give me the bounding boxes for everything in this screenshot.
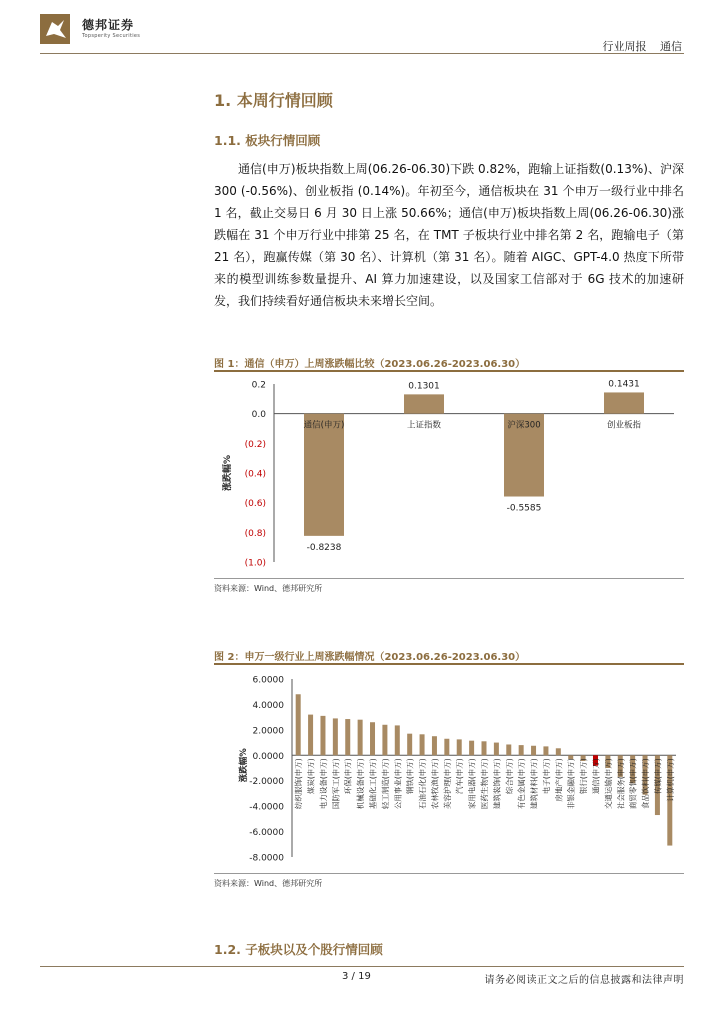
chart2-bar xyxy=(395,725,400,755)
chart2-bar xyxy=(543,746,548,755)
chart2-y-tick-label: -2.0000 xyxy=(249,777,284,788)
chart1-bar xyxy=(304,414,344,536)
report-type: 行业周报 xyxy=(602,40,647,53)
chart2-category-label: 家用电器(申万) xyxy=(467,758,477,810)
body-paragraph xyxy=(214,158,684,312)
figure1-bottom-rule xyxy=(214,578,684,579)
chart2 xyxy=(214,665,684,873)
chart2-category-label: 公用事业(申万) xyxy=(393,758,403,810)
chart2-category-label: 建筑装饰(申万) xyxy=(492,758,502,810)
chart2-category-label: 交通运输(申万) xyxy=(603,758,613,810)
page-number: 3 / 19 xyxy=(342,971,371,982)
chart2-bar xyxy=(296,694,301,755)
chart1-category-label: 通信(申万) xyxy=(303,420,345,431)
chart1-y-tick-label: (1.0) xyxy=(244,558,266,569)
chart1-data-label: -0.5585 xyxy=(506,503,542,514)
chart2-category-label: 汽车(申万) xyxy=(455,758,465,795)
chart1-y-axis-label: 涨跌幅% xyxy=(223,454,233,492)
chart1-y-tick-label: (0.4) xyxy=(244,469,266,480)
figure2-bottom-rule xyxy=(214,873,684,874)
section-title: 1. 本周行情回顾 xyxy=(214,91,333,110)
figure1-caption: 图 1：通信（申万）上周涨跌幅比较（2023.06.26-2023.06.30） xyxy=(214,359,526,370)
chart2-category-label: 电力设备(申万) xyxy=(318,758,328,810)
chart2-y-axis-label: 涨跌幅% xyxy=(239,748,249,783)
chart1-y-tick-label: 0.2 xyxy=(251,380,266,391)
chart2-category-label: 食品饮料(申万) xyxy=(641,758,651,810)
chart2-category-label: 房地产(申万) xyxy=(554,758,564,802)
chart2-category-label: 环保(申万) xyxy=(343,758,353,795)
chart2-bar xyxy=(333,718,338,755)
company-name: 德邦证券 xyxy=(82,18,135,32)
chart2-category-label: 纺织服饰(申万) xyxy=(294,758,304,810)
chart1-category-label: 创业板指 xyxy=(606,420,642,431)
chart2-bar xyxy=(407,734,412,756)
chart1-y-tick-label: (0.6) xyxy=(244,499,266,510)
chart2-bar xyxy=(320,716,325,755)
chart2-category-label: 非银金融(申万) xyxy=(566,758,576,810)
chart2-category-label: 美容护理(申万) xyxy=(442,758,452,810)
chart2-bar xyxy=(506,744,511,755)
subsection-title-2: 1.2. 子板块以及个股行情回顾 xyxy=(214,942,383,957)
chart2-y-tick-label: -6.0000 xyxy=(249,828,284,839)
chart2-category-label: 传媒(申万) xyxy=(653,758,663,795)
chart2-category-label: 钢铁(申万) xyxy=(405,758,415,795)
chart2-bar xyxy=(345,719,350,755)
chart1-bar xyxy=(404,394,444,413)
chart2-y-tick-label: -8.0000 xyxy=(249,853,284,864)
figure2-caption: 图 2：申万一级行业上周涨跌幅情况（2023.06.26-2023.06.30） xyxy=(214,652,526,663)
figure2-source: 资料来源：Wind、德邦研究所 xyxy=(214,879,323,888)
chart2-category-label: 商贸零售(申万) xyxy=(628,758,638,810)
chart1-category-label: 沪深300 xyxy=(507,420,541,431)
company-logo-icon xyxy=(40,14,70,44)
chart2-category-label: 计算机(申万) xyxy=(665,758,675,802)
chart2-category-label: 综合(申万) xyxy=(504,758,514,795)
chart2-category-label: 煤炭(申万) xyxy=(306,758,316,795)
industry-name: 通信 xyxy=(660,40,682,53)
chart2-category-label: 机械设备(申万) xyxy=(356,758,366,810)
chart2-bar xyxy=(494,743,499,756)
chart2-category-label: 建筑材料(申万) xyxy=(529,758,539,810)
report-category xyxy=(593,38,683,54)
chart2-category-label: 电子(申万) xyxy=(541,758,551,795)
chart2-bar xyxy=(432,736,437,755)
chart2-category-label: 农林牧渔(申万) xyxy=(430,758,440,810)
chart2-y-tick-label: 6.0000 xyxy=(252,675,284,686)
chart2-category-label: 国防军工(申万) xyxy=(331,758,341,810)
chart2-category-label: 有色金属(申万) xyxy=(517,758,527,810)
company-name-en: Topsperity Securities xyxy=(82,33,141,39)
paragraph-text: 通信(申万)板块指数上周(06.26-06.30)下跌 0.82%，跑输上证指数(0.13%)、沪深 300 (-0.56%)、创业板指 (0.14%)。年初至今，通信板块在 31 个申万一级行业中排名 1 名，截止交易日 6 月 30 日上涨 50.66%；通信(申万)板块指数上周(06.26-06.30)涨跌幅在 31 个申万行业中排第 25 名，在 TMT 子板块行业中排名第 2 名，跑输电子（第 21 名），跑赢传媒（第 30 名）、计算机（第 31 名）。随着 AIGC、GPT-4.0 热度下所带来的模型训练参数量提升、AI 算力加速建设，以及国家工信部对于 6G 技术的加速研发，我们持续看好通信板块未来增长空间。 xyxy=(214,162,684,308)
footer-disclaimer: 请务必阅读正文之后的信息披露和法律声明 xyxy=(484,975,684,986)
chart1-y-tick-label: (0.8) xyxy=(244,528,266,539)
subsection-title-1: 1.1. 板块行情回顾 xyxy=(214,133,321,148)
chart2-bar xyxy=(382,725,387,756)
chart2-category-label: 银行(申万) xyxy=(579,758,589,795)
chart1-data-label: 0.1301 xyxy=(408,381,440,392)
chart2-y-tick-label: 4.0000 xyxy=(252,700,284,711)
chart2-bar xyxy=(556,748,561,755)
chart1-category-label: 上证指数 xyxy=(406,420,442,431)
chart2-category-label: 医药生物(申万) xyxy=(480,758,489,810)
chart2-y-tick-label: -4.0000 xyxy=(249,802,284,813)
chart1 xyxy=(214,372,684,578)
chart2-bar xyxy=(370,722,375,755)
chart2-category-label: 轻工制造(申万) xyxy=(380,758,390,810)
chart1-y-tick-label: 0.0 xyxy=(251,410,266,421)
footer-divider xyxy=(40,966,684,967)
chart2-bar xyxy=(420,734,425,755)
chart2-bar xyxy=(531,746,536,756)
chart1-data-label: -0.8238 xyxy=(306,542,342,553)
chart2-bar xyxy=(308,715,313,756)
chart1-bar xyxy=(604,392,644,413)
chart2-bar xyxy=(482,741,487,755)
chart2-y-tick-label: 2.0000 xyxy=(252,726,284,737)
chart1-data-label: 0.1431 xyxy=(608,379,640,390)
chart2-bar xyxy=(469,741,474,756)
header-divider xyxy=(40,53,684,54)
chart2-y-tick-label: 0.0000 xyxy=(252,751,284,762)
chart2-category-label: 通信(申万) xyxy=(591,758,601,795)
chart2-category-label: 石油石化(申万) xyxy=(418,758,428,810)
chart1-y-tick-label: (0.2) xyxy=(244,439,266,450)
chart2-category-label: 社会服务(申万) xyxy=(616,758,626,810)
chart2-bar xyxy=(519,745,524,755)
chart2-bar xyxy=(457,739,462,755)
figure1-source: 资料来源：Wind、德邦研究所 xyxy=(214,584,323,593)
chart2-bar xyxy=(358,720,363,756)
chart2-bar xyxy=(444,739,449,756)
chart2-category-label: 基础化工(申万) xyxy=(368,758,378,810)
